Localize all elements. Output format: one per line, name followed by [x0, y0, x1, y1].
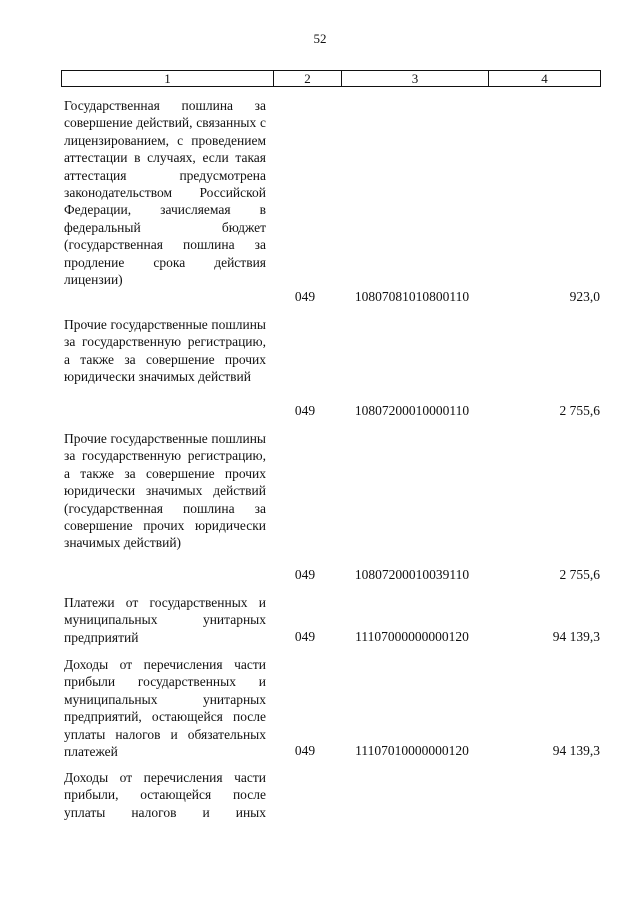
row-admin-code: 049	[294, 629, 316, 644]
header-col-1: 1	[62, 71, 274, 86]
table-header	[61, 70, 601, 87]
row-admin-code: 049	[294, 567, 316, 582]
row-admin-code: 049	[294, 403, 316, 418]
page-number: 52	[313, 31, 327, 46]
row-kbk-code: 11107010000000120	[355, 743, 469, 758]
row-amount: 923,0	[569, 289, 600, 304]
header-col-2: 2	[274, 71, 342, 86]
row-kbk-code: 10807081010800110	[354, 289, 470, 304]
row-amount: 94 139,3	[552, 743, 600, 758]
header-col-4: 4	[541, 71, 548, 86]
row-description: Прочие государственные пошлины за государственную регистрацию, а также за совершение прочих юридически значимых действий (государственная пошлина за совершение прочих юридически значимых действий)	[64, 431, 266, 551]
row-amount: 2 755,6	[559, 567, 600, 582]
row-kbk-code: 10807200010000110	[354, 403, 470, 418]
header-col-3: 3	[342, 71, 489, 86]
row-admin-code: 049	[294, 289, 316, 304]
row-kbk-code: 11107000000000120	[355, 629, 469, 644]
row-description: Прочие государственные пошлины за государственную регистрацию, а также за совершение прочих юридически значимых действий	[64, 317, 266, 385]
row-amount: 94 139,3	[552, 629, 600, 644]
row-description: Доходы от перечисления части прибыли государственных и муниципальных унитарных предприятий, остающейся после уплаты налогов и обязательных платежей	[64, 657, 266, 760]
row-kbk-code: 10807200010039110	[354, 567, 470, 582]
row-description: Государственная пошлина за совершение действий, связанных с лицензированием, с проведением аттестации в случаях, если такая аттестация предусмотрена законодательством Российской Федерации, зачисляемая в федеральный бюджет (государственная пошлина за продление срока действия лицензии)	[64, 98, 266, 288]
row-amount: 2 755,6	[559, 403, 600, 418]
row-admin-code: 049	[294, 743, 316, 758]
row-description: Платежи от государственных и муниципальных унитарных предприятий	[64, 595, 266, 645]
row-description: Доходы от перечисления части прибыли, остающейся после уплаты налогов и иных	[64, 770, 266, 820]
